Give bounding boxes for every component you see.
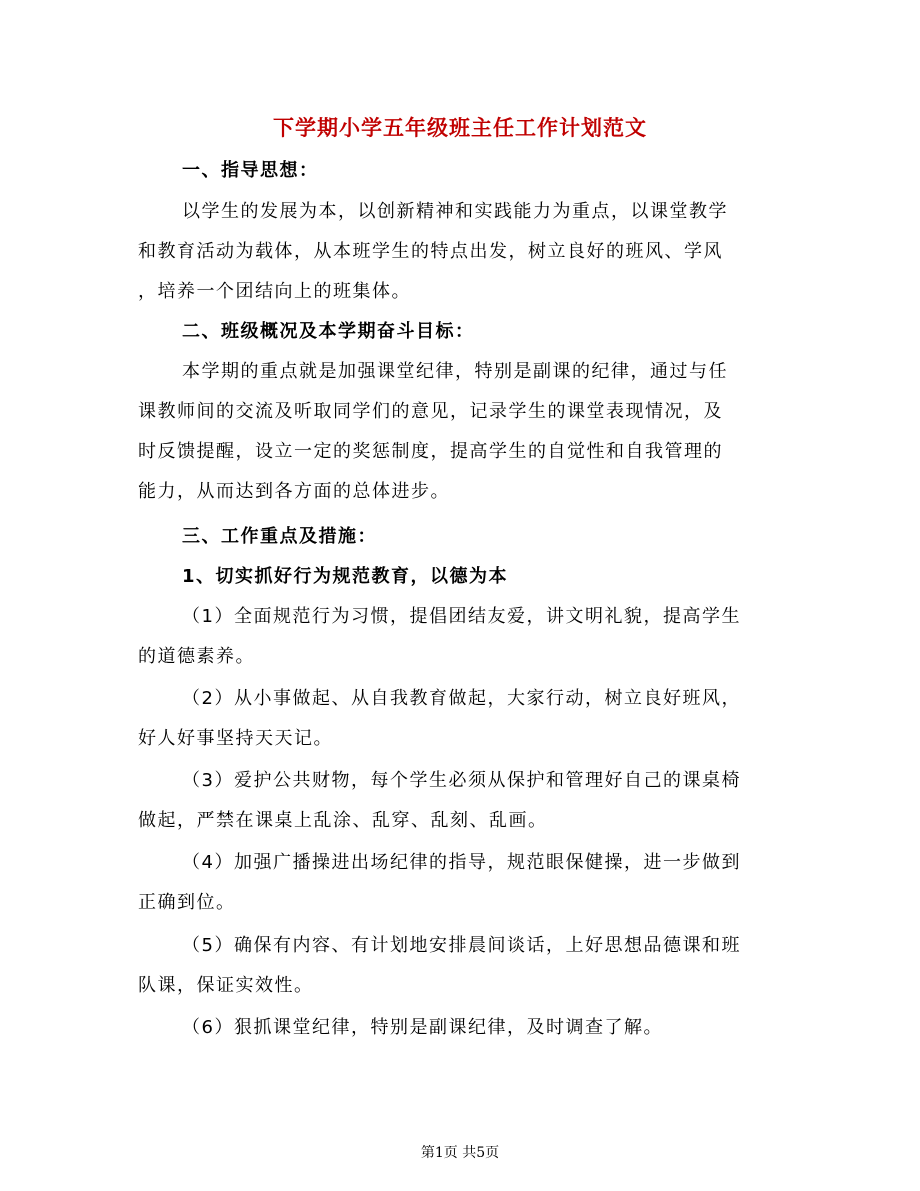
list-item-4-cont: 正确到位。 (138, 892, 236, 913)
paragraph-line: 时反馈提醒，设立一定的奖惩制度，提高学生的自觉性和自我管理的 (138, 441, 723, 462)
list-item-2-cont: 好人好事坚持天天记。 (138, 728, 333, 749)
paragraph-line: 能力，从而达到各方面的总体进步。 (138, 481, 450, 502)
section-heading-2: 二、班级概况及本学期奋斗目标： (182, 321, 475, 342)
list-item-2: （2）从小事做起、从自我教育做起，大家行动，树立良好班风， (182, 688, 741, 709)
paragraph-line: 以学生的发展为本，以创新精神和实践能力为重点，以课堂教学 (182, 201, 728, 222)
list-item-1: （1）全面规范行为习惯，提倡团结友爱，讲文明礼貌，提高学生 (182, 606, 741, 627)
subsection-heading: 1、切实抓好行为规范教育，以德为本 (182, 566, 509, 587)
list-item-4: （4）加强广播操进出场纪律的指导，规范眼保健操，进一步做到 (182, 852, 741, 873)
section-heading-1: 一、指导思想： (182, 160, 319, 181)
paragraph-line: ，培养一个团结向上的班集体。 (138, 281, 411, 302)
list-item-3-cont: 做起，严禁在课桌上乱涂、乱穿、乱刻、乱画。 (138, 810, 548, 831)
paragraph-line: 课教师间的交流及听取同学们的意见，记录学生的课堂表现情况，及 (138, 401, 723, 422)
section-heading-3: 三、工作重点及措施： (182, 526, 377, 547)
list-item-3: （3）爱护公共财物，每个学生必须从保护和管理好自己的课桌椅 (182, 770, 741, 791)
list-item-5-cont: 队课，保证实效性。 (138, 975, 314, 996)
paragraph-line: 本学期的重点就是加强课堂纪律，特别是副课的纪律，通过与任 (182, 361, 728, 382)
paragraph-line: 和教育活动为载体，从本班学生的特点出发，树立良好的班风、学风 (138, 241, 723, 262)
list-item-6: （6）狠抓课堂纪律，特别是副课纪律，及时调查了解。 (182, 1017, 663, 1038)
page-number: 第1页 共5页 (420, 1145, 500, 1161)
list-item-5: （5）确保有内容、有计划地安排晨间谈话，上好思想品德课和班 (182, 935, 741, 956)
document-title: 下学期小学五年级班主任工作计划范文 (273, 116, 647, 140)
list-item-1-cont: 的道德素养。 (138, 646, 255, 667)
